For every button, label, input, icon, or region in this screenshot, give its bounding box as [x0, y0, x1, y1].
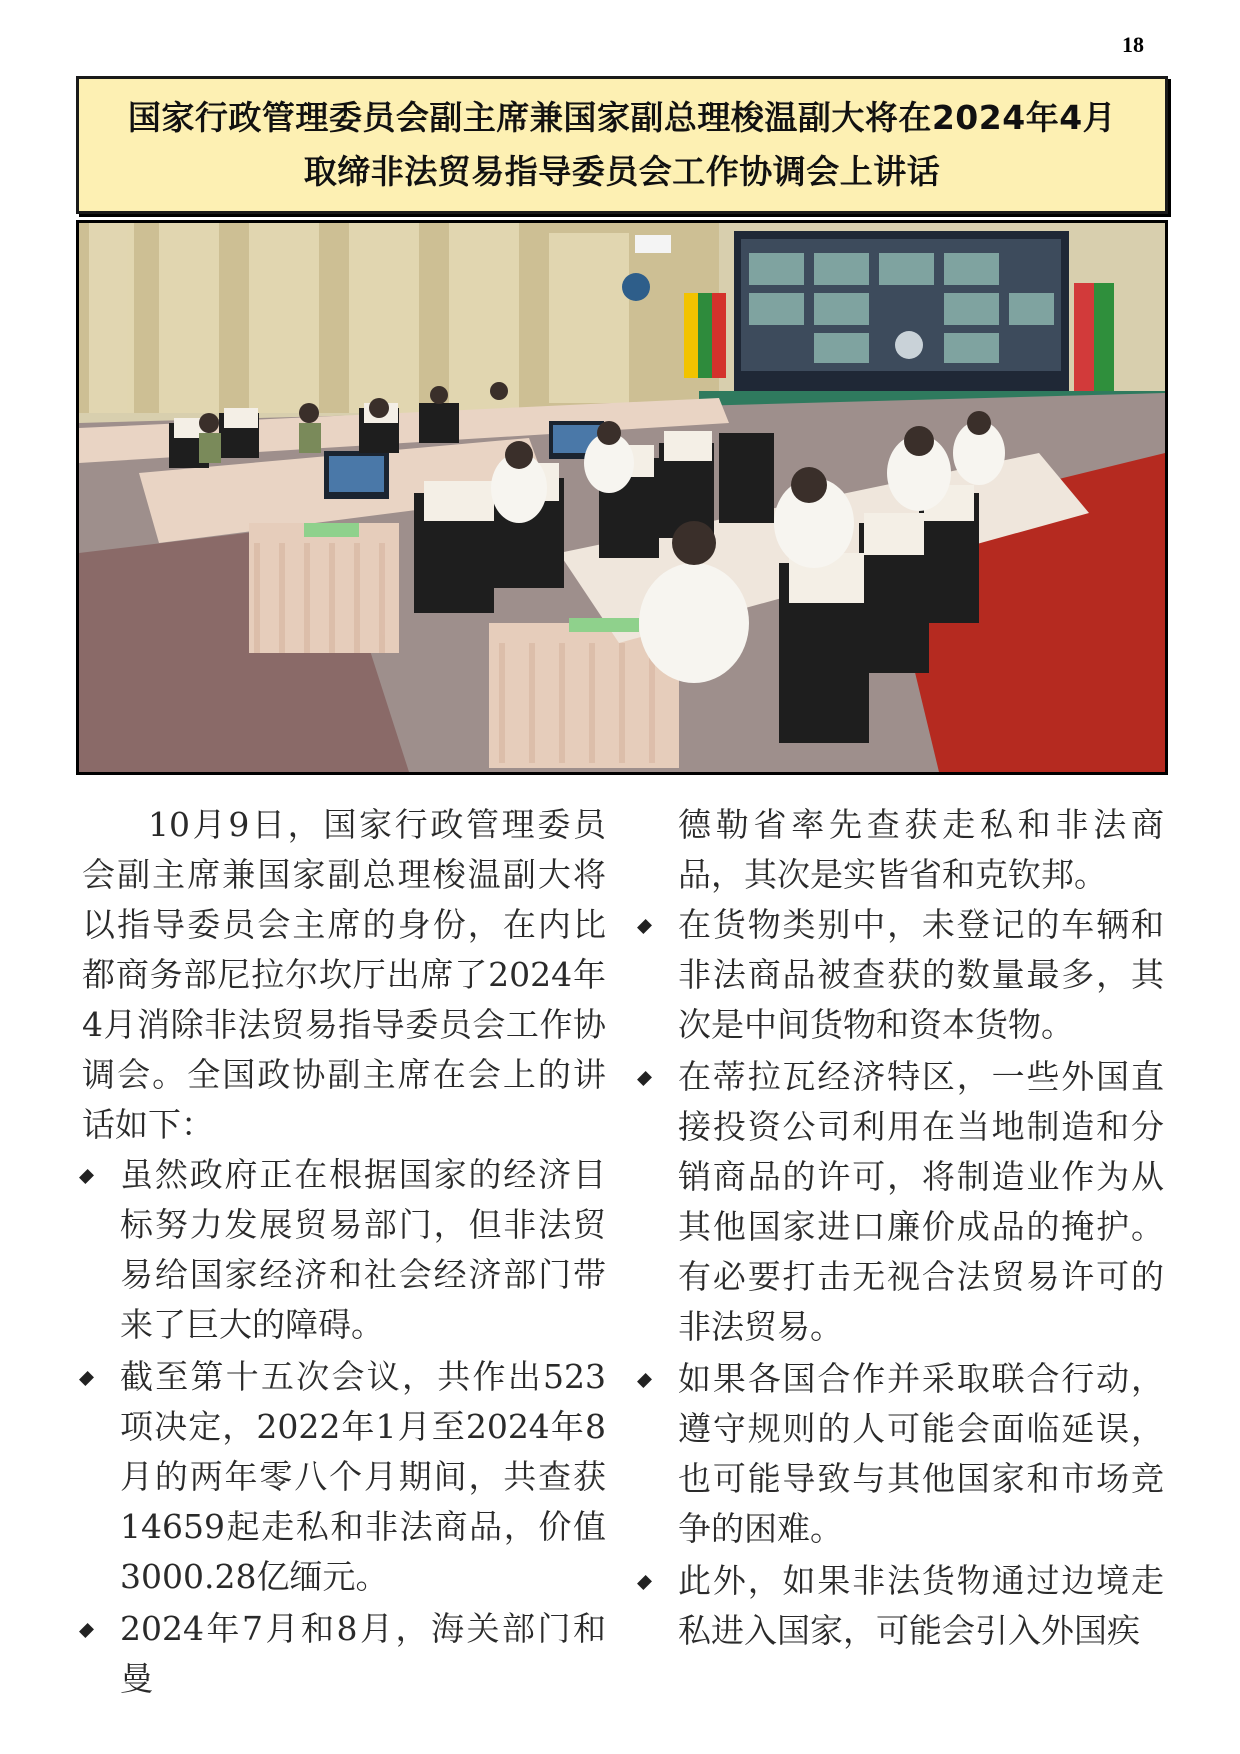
diamond-bullet-icon [637, 1575, 652, 1590]
meeting-photo-illustration [79, 223, 1165, 772]
diamond-bullet-icon [79, 1623, 94, 1638]
list-item [640, 900, 1164, 1050]
list-item-continuation: 德勒省率先查获走私和非法商品，其次是实皆省和克钦邦。 [678, 805, 1164, 894]
page-number: 18 [1122, 32, 1144, 57]
diamond-bullet-icon [79, 1371, 94, 1386]
list-item [640, 1556, 1164, 1656]
list-item-text: 截至第十五次会议，共作出523项决定，2022年1月至2024年8月的两年零八个月期间，共查获14659起走私和非法商品，价值3000.28亿缅元。 [120, 1357, 606, 1596]
list-item-text: 如果各国合作并采取联合行动，遵守规则的人可能会面临延误，也可能导致与其他国家和市场竞争的困难。 [678, 1359, 1164, 1548]
diamond-bullet-icon [637, 1373, 652, 1388]
headline-box [76, 76, 1168, 214]
headline-line-1: 国家行政管理委员会副主席兼国家副总理梭温副大将在2024年4月 [127, 98, 1117, 137]
list-item [82, 1604, 606, 1704]
diamond-bullet-icon [637, 1071, 652, 1086]
list-item [82, 1352, 606, 1602]
article-intro: 10月9日，国家行政管理委员会副主席兼国家副总理梭温副大将以指导委员会主席的身份，在内比都商务部尼拉尔坎厅出席了2024年4月消除非法贸易指导委员会工作协调会。全国政协副主席在会上的讲话如下： [82, 805, 606, 1144]
meeting-photo [76, 220, 1168, 775]
list-item-text: 虽然政府正在根据国家的经济目标努力发展贸易部门，但非法贸易给国家经济和社会经济部门带来了巨大的障碍。 [120, 1155, 606, 1344]
list-item [640, 1052, 1164, 1352]
list-item-text: 此外，如果非法货物通过边境走私进入国家，可能会引入外国疾 [678, 1561, 1164, 1650]
list-item-text: 在货物类别中，未登记的车辆和非法商品被查获的数量最多，其次是中间货物和资本货物。 [678, 905, 1164, 1044]
diamond-bullet-icon [637, 919, 652, 934]
diamond-bullet-icon [79, 1169, 94, 1184]
headline-line-2: 取缔非法贸易指导委员会工作协调会上讲话 [303, 152, 941, 191]
list-item-text: 在蒂拉瓦经济特区，一些外国直接投资公司利用在当地制造和分销商品的许可，将制造业作为从其他国家进口廉价成品的掩护。有必要打击无视合法贸易许可的非法贸易。 [678, 1057, 1164, 1346]
list-item [82, 1150, 606, 1350]
list-item [640, 1354, 1164, 1554]
list-item-text: 2024年7月和8月，海关部门和曼 [120, 1609, 606, 1698]
article-column-right [640, 800, 1164, 1658]
article-column-left [82, 800, 606, 1706]
